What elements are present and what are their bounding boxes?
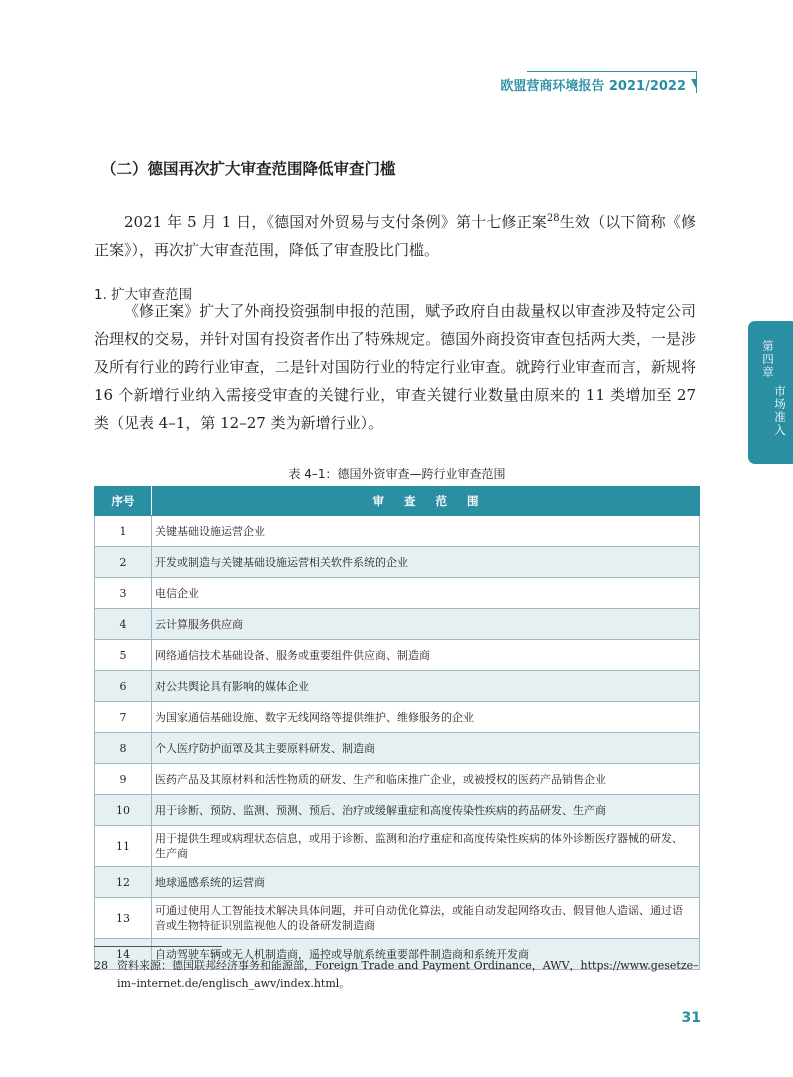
- chapter-topic: [773, 385, 787, 437]
- table-row: [95, 578, 700, 609]
- report-header: [500, 71, 697, 94]
- row-scope: 用于提供生理或病理状态信息，或用于诊断、监测和治疗重症和高度传染性疾病的体外诊断医疗器械的研发、生产商: [152, 826, 700, 867]
- row-number: 1: [95, 516, 152, 547]
- row-scope: 为国家通信基础设施、数字无线网络等提供维护、维修服务的企业: [152, 702, 700, 733]
- chapter-side-tab[interactable]: [748, 321, 793, 464]
- row-scope: 个人医疗防护面罩及其主要原料研发、制造商: [152, 733, 700, 764]
- topic-char: 入: [774, 423, 786, 437]
- row-number: 7: [95, 702, 152, 733]
- intro-text-end: 生效（以下简称《修正案》），再次扩大审查范围，降低了审查股比门槛。: [94, 213, 696, 259]
- row-scope: 开发或制造与关键基础设施运营相关软件系统的企业: [152, 547, 700, 578]
- intro-paragraph: [94, 205, 696, 264]
- section-title: （二）德国再次扩大审查范围降低审查门槛: [101, 160, 396, 178]
- table-row: [95, 671, 700, 702]
- row-number: 11: [95, 826, 152, 867]
- table-row: [95, 867, 700, 898]
- row-number: 14: [95, 939, 152, 970]
- table-row: [95, 547, 700, 578]
- row-number: 4: [95, 609, 152, 640]
- footnote-divider: [94, 946, 222, 947]
- row-number: 12: [95, 867, 152, 898]
- chapter-label: [761, 340, 775, 379]
- row-scope: 网络通信技术基础设备、服务或重要组件供应商、制造商: [152, 640, 700, 671]
- row-number: 2: [95, 547, 152, 578]
- table-row: [95, 609, 700, 640]
- row-scope: 地球遥感系统的运营商: [152, 867, 700, 898]
- topic-char: 准: [774, 410, 786, 424]
- row-scope: 云计算服务供应商: [152, 609, 700, 640]
- table-row: [95, 516, 700, 547]
- review-scope-table: [94, 486, 700, 970]
- footnote-text: 资料来源：德国联邦经济事务和能源部，Foreign Trade and Payment Ordinance，AWV，https://www.gesetze–im–internet.de/englisch_awv/index.html。: [117, 959, 699, 990]
- table-header-row: [95, 487, 700, 516]
- row-number: 13: [95, 898, 152, 939]
- chapter-char: 章: [762, 365, 774, 379]
- row-number: 10: [95, 795, 152, 826]
- footnote-number: 28: [94, 959, 108, 972]
- row-scope: 医药产品及其原材料和活性物质的研发、生产和临床推广企业，或被授权的医药产品销售企业: [152, 764, 700, 795]
- table-row: [95, 702, 700, 733]
- footnote: [94, 957, 700, 993]
- row-scope: 对公共舆论具有影响的媒体企业: [152, 671, 700, 702]
- row-number: 3: [95, 578, 152, 609]
- row-scope: 电信企业: [152, 578, 700, 609]
- row-scope: 用于诊断、预防、监测、预测、预后、治疗或缓解重症和高度传染性疾病的药品研发、生产商: [152, 795, 700, 826]
- intro-text-start: 2021 年 5 月 1 日，《德国对外贸易与支付条例》第十七修正案: [124, 213, 547, 231]
- chapter-char: 四: [762, 352, 774, 366]
- table-row: [95, 898, 700, 939]
- chapter-char: 第: [762, 339, 774, 353]
- subsection-paragraph: 《修正案》扩大了外商投资强制申报的范围，赋予政府自由裁量权以审查涉及特定公司治理权的交易，并针对国有投资者作出了特殊规定。德国外商投资审查包括两大类，一是涉及所有行业的跨行业审查，二是针对国防行业的特定行业审查。就跨行业审查而言，新规将 16 个新增行业纳入需接受审查的关键行业，审查关键行业数量由原来的 11 类增加至 27 类（见表 4–1，第 12–27 类为新增行业）。: [94, 302, 696, 432]
- topic-char: 场: [774, 397, 786, 411]
- subsection-title: 1. 扩大审查范围: [94, 287, 193, 303]
- header-scope: 审查范围: [152, 487, 700, 516]
- row-number: 9: [95, 764, 152, 795]
- header-number: 序号: [95, 487, 152, 516]
- row-number: 6: [95, 671, 152, 702]
- topic-char: 市: [774, 384, 786, 398]
- table-row: [95, 795, 700, 826]
- table-row: [95, 826, 700, 867]
- report-title: 欧盟营商环境报告 2021/2022: [500, 79, 686, 94]
- table-caption: 表 4–1：德国外资审查—跨行业审查范围: [288, 467, 506, 481]
- table-row: [95, 733, 700, 764]
- row-number: 8: [95, 733, 152, 764]
- table-row: [95, 640, 700, 671]
- table-row: [95, 764, 700, 795]
- row-scope: 可通过使用人工智能技术解决具体问题，并可自动优化算法，或能自动发起网络攻击、假冒他人造谣、通过语音或生物特征识别监视他人的设备研发制造商: [152, 898, 700, 939]
- row-scope: 关键基础设施运营企业: [152, 516, 700, 547]
- row-number: 5: [95, 640, 152, 671]
- page-number: 31: [681, 1010, 701, 1026]
- footnote-reference[interactable]: 28: [546, 213, 560, 224]
- row-scope: 自动驾驶车辆或无人机制造商，遥控或导航系统重要部件制造商和系统开发商: [152, 939, 700, 970]
- header-corner-mark: [691, 79, 697, 90]
